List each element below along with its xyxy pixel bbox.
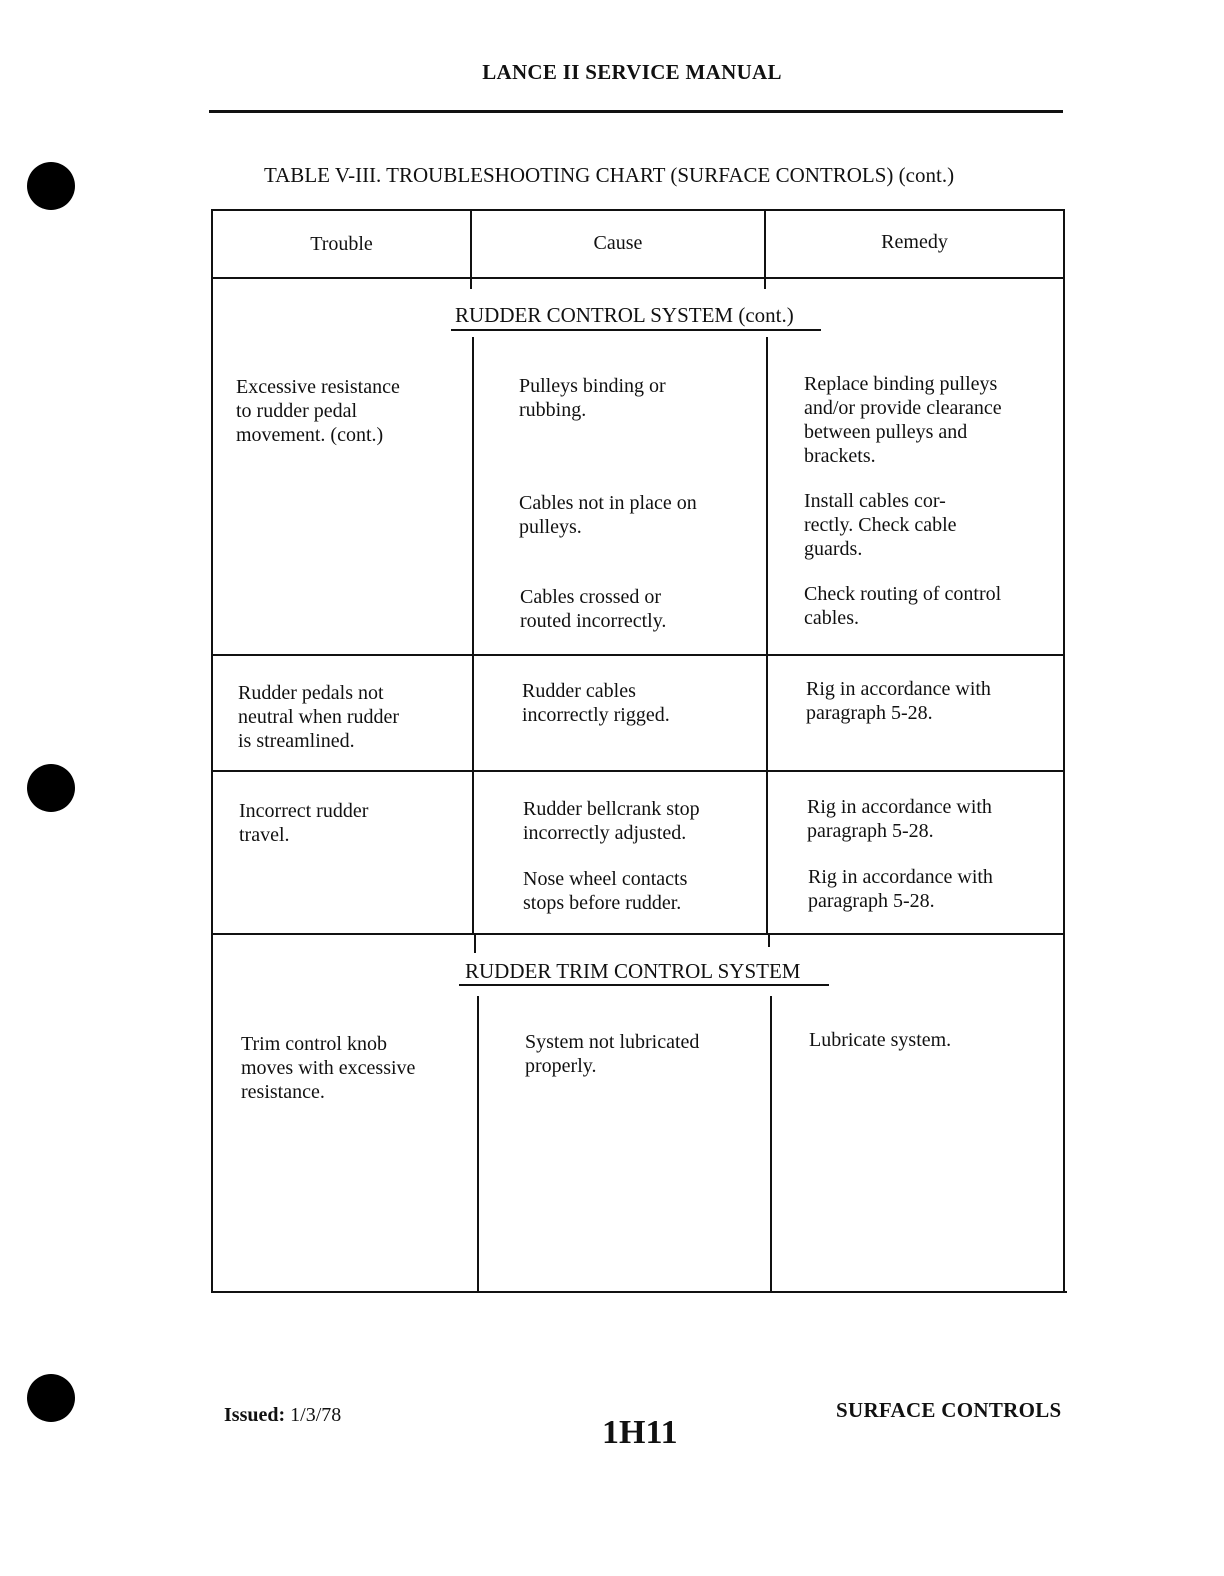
remedy-cell: Rig in accordance with paragraph 5-28. [807,796,992,842]
cause-cell: Rudder cables incorrectly rigged. [522,680,670,726]
section-underline-rudder-control [451,329,821,331]
punch-hole-bottom [27,1374,75,1422]
section-heading-rudder-control: RUDDER CONTROL SYSTEM (cont.) [455,303,794,327]
issued-label: Issued: [224,1404,286,1426]
trouble-cell: Incorrect rudder travel. [239,800,369,846]
punch-hole-top [27,162,75,210]
cause-cell: Pulleys binding or rubbing. [519,375,666,421]
remedy-cell: Rig in accordance with paragraph 5-28. [806,678,991,724]
header-row-rule [211,277,1063,279]
punch-hole-middle [27,764,75,812]
issued-date-value: 1/3/78 [290,1404,342,1426]
col-divider-1-header [470,209,472,289]
table-border-left [211,209,213,1293]
col-divider-1-section-1 [472,337,474,935]
table-border-top [211,209,1063,211]
column-header-cause: Cause [593,232,643,254]
trouble-cell: Rudder pedals not neutral when rudder is streamlined. [238,682,400,752]
col-divider-1-section-2 [477,996,479,1293]
table-border-bottom [211,1291,1067,1293]
section-rule-2 [211,933,1065,935]
issued-date [224,1404,341,1427]
trouble-cell: Excessive resistance to rudder pedal movement. (cont.) [236,376,400,446]
cause-cell: Rudder bellcrank stop incorrectly adjusted. [523,798,700,844]
cause-cell: Cables not in place on pulleys. [519,492,697,538]
header-rule [209,110,1063,113]
col-divider-2-section-1 [766,337,768,935]
section-name: SURFACE CONTROLS [836,1398,1062,1422]
running-title: LANCE II SERVICE MANUAL [482,60,782,84]
table-border-right [1063,209,1065,1293]
column-header-remedy: Remedy [881,231,948,253]
col-divider-1-section-2-top [474,935,476,953]
section-heading-rudder-trim: RUDDER TRIM CONTROL SYSTEM [465,959,801,983]
remedy-cell: Replace binding pulleys and/or provide clearance between pulleys and brackets. [804,373,1002,467]
column-header-trouble: Trouble [310,233,373,255]
col-divider-2-header [764,209,766,289]
section-underline-rudder-trim [459,984,829,986]
cause-cell: Nose wheel contacts stops before rudder. [523,868,688,914]
cause-cell: System not lubricated properly. [525,1031,700,1077]
col-divider-2-section-2 [770,996,772,1293]
cause-cell: Cables crossed or routed incorrectly. [520,586,667,632]
col-divider-2-section-2-top [768,935,770,947]
trouble-cell: Trim control knob moves with excessive resistance. [241,1033,416,1103]
remedy-cell: Lubricate system. [809,1029,952,1051]
table-title: TABLE V-III. TROUBLESHOOTING CHART (SURFACE CONTROLS) (cont.) [264,163,955,187]
group-rule-2 [211,770,1063,772]
remedy-cell: Install cables cor- rectly. Check cable guards. [804,490,957,560]
page-code: 1H11 [602,1414,678,1451]
remedy-cell: Rig in accordance with paragraph 5-28. [808,866,993,912]
group-rule-1 [211,654,1063,656]
remedy-cell: Check routing of control cables. [804,583,1002,629]
